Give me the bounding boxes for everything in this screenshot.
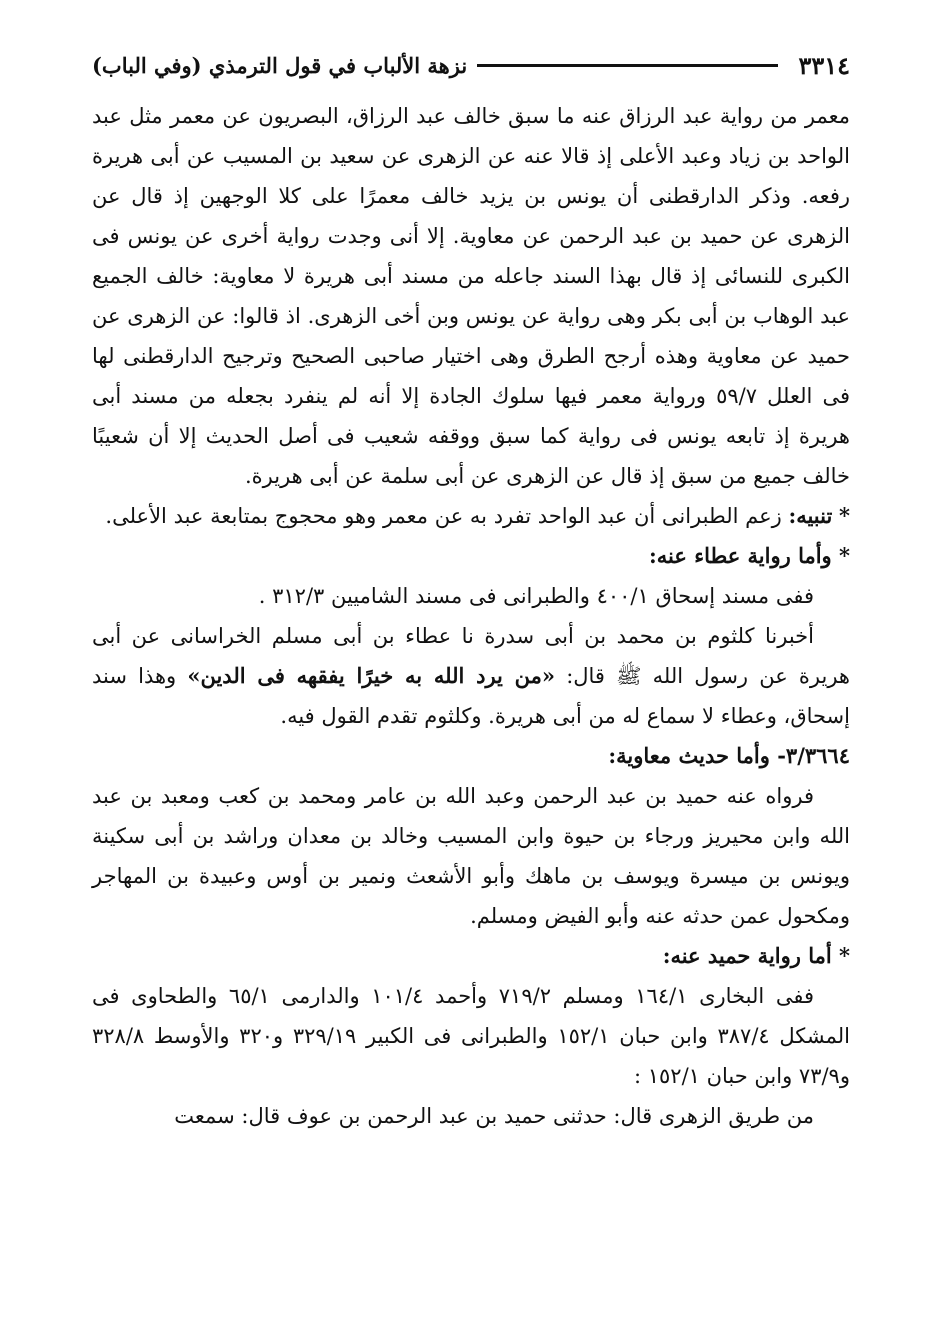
running-header xyxy=(92,44,850,86)
section-number: ٣/٣٦٦٤- xyxy=(777,743,850,768)
star-marker: * xyxy=(839,943,850,968)
paragraph-muawiya: فرواه عنه حميد بن عبد الرحمن وعبد الله بن عامر ومحمد بن كعب ومعبد بن عبد الله وابن محيريز ورجاء بن حيوة وابن المسيب وخالد بن معدان وراشد بن أبى سكينة ويونس بن ميسرة ويوسف بن ماهك وأبو الأشعث ونمير بن أوس وعبيدة بن المهاجر ومكحول عمن حدثه عنه وأبو الفيض ومسلم. xyxy=(92,784,850,928)
book-title: نزهة الألباب في قول الترمذي (وفي الباب) xyxy=(92,52,468,78)
star-marker: * xyxy=(839,503,850,528)
paragraph-main: معمر من رواية عبد الرزاق عنه ما سبق خالف عبد الرزاق، البصريون عن معمر مثل عبد الواحد بن زياد وعبد الأعلى إذ قالا عنه عن الزهرى عن سعيد بن المسيب عن أبى هريرة رفعه. وذكر الدارقطنى أن يونس بن يزيد خالف معمرًا على كلا الوجهين إذ قال عن الزهرى عن حميد بن عبد الرحمن عن معاوية. إلا أنى وجدت رواية أخرى عن يونس فى الكبرى للنسائى إذ قال بهذا السند جاعله من مسند أبى هريرة لا معاوية: خالف الجميع عبد الوهاب بن أبى بكر وهى رواية عن يونس وبن أخى الزهرى. اذ قالوا: عن الزهرى عن حميد عن معاوية وهذه أرجح الطرق وهى اختيار صاحبى الصحيح وترجيح الدارقطنى لها فى العلل ٥٩/٧ ورواية معمر فيها سلوك الجادة إلا أنه لم ينفرد بجعله من مسند أبى هريرة إذ تابعه يونس فى رواية كما سبق ووقفه شعيب فى أصل الحديث إلا أن شعيبًا خالف جميع من سبق إذ قال عن الزهرى عن أبى سلمة عن أبى هريرة. xyxy=(92,104,850,488)
references-humaid: ففى البخارى ١٦٤/١ ومسلم ٧١٩/٢ وأحمد ١٠١/٤ والدارمى ٦٥/١ والطحاوى فى المشكل ٣٨٧/٤ وابن حبان ١٥٢/١ والطبرانى فى الكبير ٣٢٩/١٩ و٣٢٠ والأوسط ٣٢٨/٨ و٧٣/٩ وابن حبان ١٥٢/١ : xyxy=(92,984,850,1088)
section-heading-humaid xyxy=(92,936,850,976)
section-heading-muawiya xyxy=(92,736,850,776)
note-label: تنبيه: xyxy=(788,503,833,528)
note-text: زعم الطبرانى أن عبد الواحد تفرد به عن معمر وهو محجوج بمتابعة عبد الأعلى. xyxy=(105,504,782,528)
book-page xyxy=(92,44,850,1334)
page-number: ٣٣١٤ xyxy=(798,50,850,80)
paragraph-humaid: من طريق الزهرى قال: حدثنى حميد بن عبد الرحمن بن عوف قال: سمعت xyxy=(174,1104,814,1128)
note-paragraph xyxy=(92,496,850,536)
page-body xyxy=(92,96,850,1136)
isnad-comment: وهذا سند إسحاق، وعطاء لا سماع له من أبى هريرة. وكلثوم تقدم القول فيه. xyxy=(92,664,850,728)
section-heading-ata xyxy=(92,536,850,576)
isnad-text: أخبرنا كلثوم بن محمد بن أبى سدرة نا عطاء بن أبى مسلم الخراسانى عن أبى هريرة عن رسول الله ﷺ قال: xyxy=(92,624,850,688)
star-marker: * xyxy=(839,543,850,568)
heading-text: وأما حديث معاوية: xyxy=(608,743,770,768)
header-rule xyxy=(477,64,778,67)
paragraph-ata-isnad xyxy=(92,616,850,736)
references-ata: ففى مسند إسحاق ٤٠٠/١ والطبرانى فى مسند الشاميين ٣١٢/٣ . xyxy=(258,584,814,608)
hadith-text: «من يرد الله به خيرًا يفقهه فى الدين» xyxy=(187,663,556,688)
heading-text: أما رواية حميد عنه: xyxy=(662,943,832,968)
heading-text: وأما رواية عطاء عنه: xyxy=(649,543,832,568)
